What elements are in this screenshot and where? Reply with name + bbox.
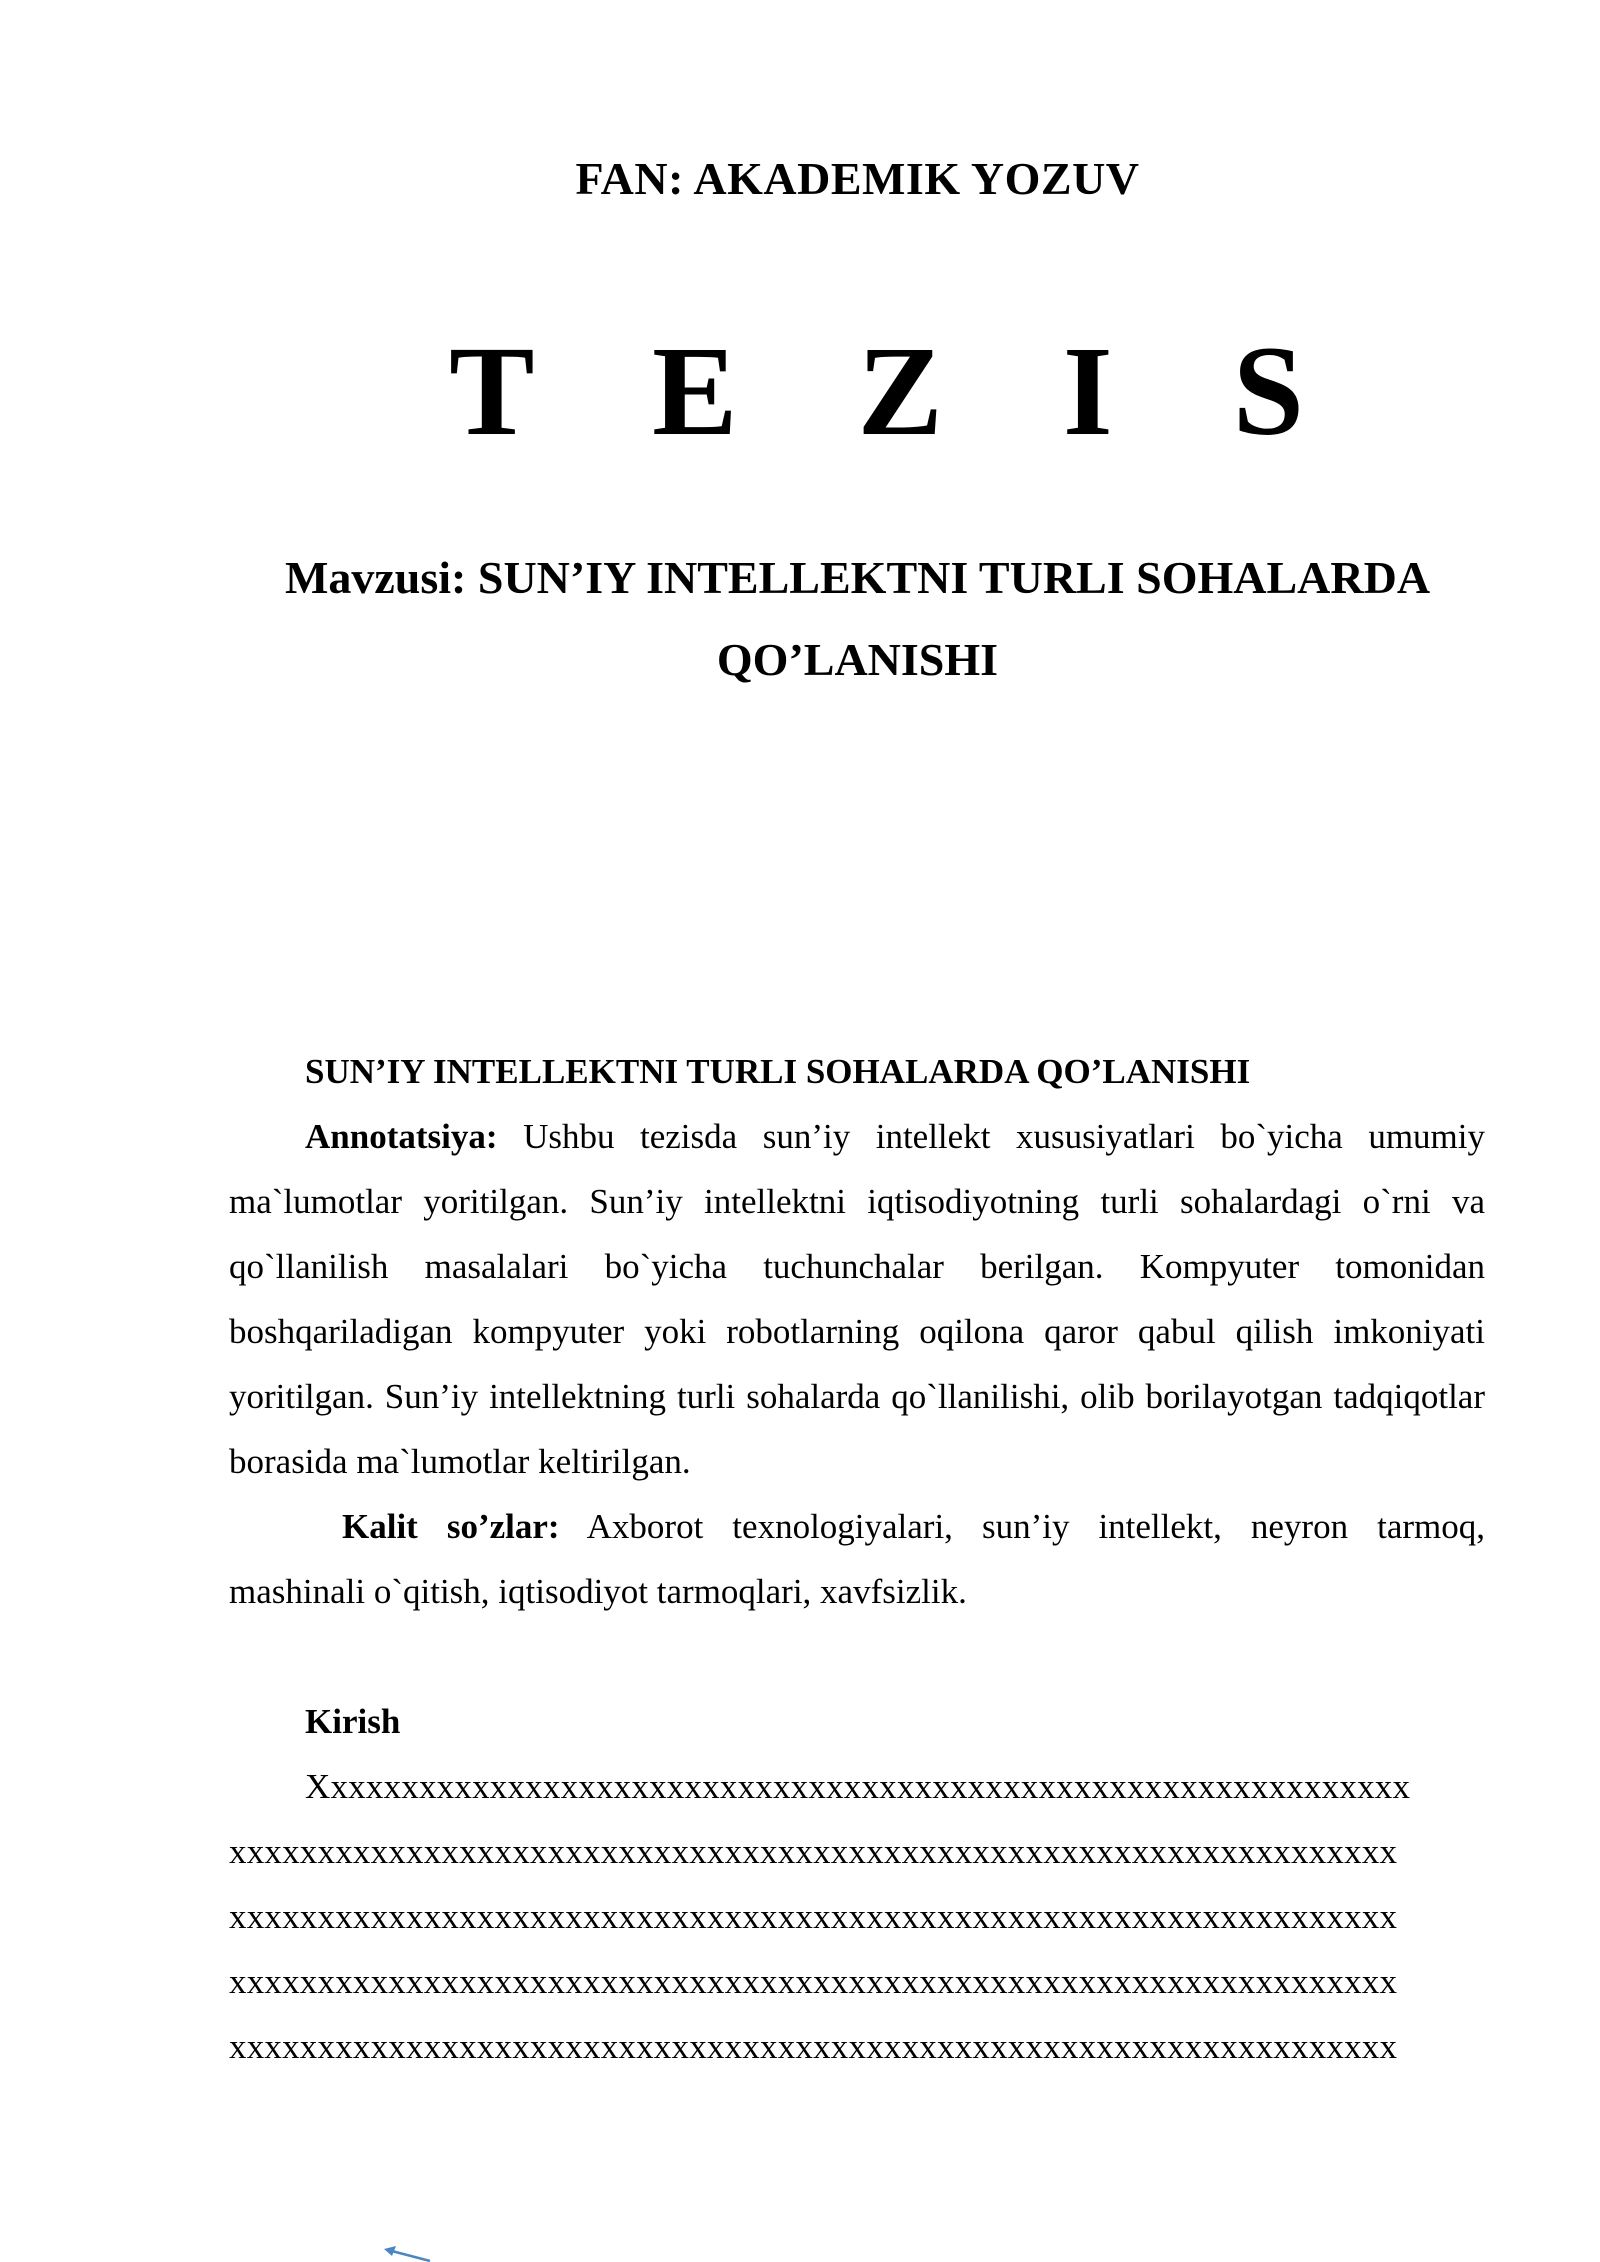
topic-label: Mavzusi: (284, 552, 467, 603)
keywords-text: Axborot texnologiyalari, sun’iy intellekt, neyron tarmoq, mashinali o`qitish, iqtisodiyot tarmoqlari, xavfsizlik. (229, 1507, 1485, 1611)
keywords-label: Kalit so’zlar: (342, 1507, 560, 1546)
topic-title (0, 537, 1600, 701)
document-type-title: T E Z I S (449, 320, 1348, 462)
topic-line-1: SUN’IY INTELLEKTNI TURLI SOHALARDA (477, 552, 1431, 603)
spacer (229, 1624, 1485, 1689)
intro-heading: Kirish (305, 1702, 401, 1741)
document-body (229, 1039, 1485, 2079)
abstract-title: SUN’IY INTELLEKTNI TURLI SOHALARDA QO’LANISHI (305, 1052, 1251, 1091)
intro-line: xxxxxxxxxxxxxxxxxxxxxxxxxxxxxxxxxxxxxxxxxxxxxxxxxxxxxxxxxxxxxxxxxx (229, 2027, 1398, 2066)
intro-line: Xxxxxxxxxxxxxxxxxxxxxxxxxxxxxxxxxxxxxxxxxxxxxxxxxxxxxxxxxxxxxx (305, 1767, 1411, 1806)
intro-line: xxxxxxxxxxxxxxxxxxxxxxxxxxxxxxxxxxxxxxxxxxxxxxxxxxxxxxxxxxxxxxxxxx (229, 1962, 1398, 2001)
arrow-marker-icon (382, 2244, 432, 2262)
topic-line-2: QO’LANISHI (716, 634, 999, 685)
annotation-text: Ushbu tezisda sun’iy intellekt xususiyatlari bo`yicha umumiy ma`lumotlar yoritilgan. Sun’iy intellektni iqtisodiyotning turli sohalardagi o`rni va qo`llanilish masalalari bo`yicha tuchunchalar berilgan. Kompyuter tomonidan boshqariladigan kompyuter yoki robotlarning oqilona qaror qabul qilish imkoniyati yoritilgan. Sun’iy intellektning turli sohalarda qo`llanilishi, olib borilayotgan tadqiqotlar borasida ma`lumotlar keltirilgan. (229, 1117, 1485, 1481)
intro-line: xxxxxxxxxxxxxxxxxxxxxxxxxxxxxxxxxxxxxxxxxxxxxxxxxxxxxxxxxxxxxxxxxx (229, 1897, 1398, 1936)
annotation-paragraph (229, 1104, 1485, 1494)
annotation-label: Annotatsiya: (305, 1117, 498, 1156)
intro-line: xxxxxxxxxxxxxxxxxxxxxxxxxxxxxxxxxxxxxxxxxxxxxxxxxxxxxxxxxxxxxxxxxx (229, 1832, 1398, 1871)
keywords-paragraph (229, 1494, 1485, 1624)
subject-title: FAN: AKADEMIK YOZUV (575, 153, 1140, 204)
